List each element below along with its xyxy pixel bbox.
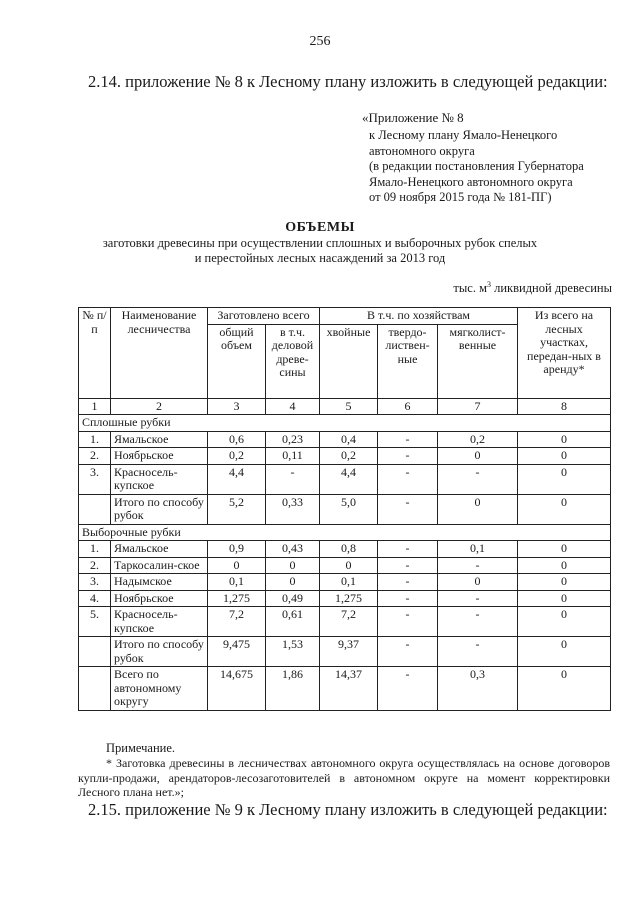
cell-business: 0,23 [266, 431, 320, 448]
cell-business: 1,53 [266, 637, 320, 667]
document-subtitle [0, 236, 640, 266]
table-row [79, 448, 611, 465]
document-title: ОБЪЕМЫ [285, 220, 355, 235]
cell-leased: 0 [518, 464, 611, 494]
cell-hardwood: - [378, 494, 438, 524]
appendix-title: «Приложение № 8 [362, 110, 464, 125]
cell-leased: 0 [518, 590, 611, 607]
cell-business: 0 [266, 557, 320, 574]
appendix-reference [369, 128, 584, 206]
page-number: 256 [309, 34, 331, 49]
header-hardwood: твердо-листвен-ные [378, 324, 438, 398]
cell-coniferous: 7,2 [320, 607, 378, 637]
cell-total: 0 [208, 557, 266, 574]
cell-num: 3. [79, 574, 111, 591]
note-label: Примечание. [106, 741, 176, 755]
cell-leased: 0 [518, 637, 611, 667]
section-row [79, 415, 611, 432]
cell-softwood: - [438, 464, 518, 494]
header-harvested-total: Заготовлено всего [208, 308, 320, 325]
cell-hardwood: - [378, 574, 438, 591]
cell-leased: 0 [518, 557, 611, 574]
subtitle-line: и перестойных лесных насаждений за 2013 год [194, 251, 446, 265]
column-number: 5 [320, 398, 378, 415]
cell-softwood: 0 [438, 494, 518, 524]
cell-total: 7,2 [208, 607, 266, 637]
subtitle-line: заготовки древесины при осуществлении сплошных и выборочных рубок спелых [102, 236, 538, 250]
cell-leased: 0 [518, 574, 611, 591]
cell-name: Итого по способу рубок [111, 494, 208, 524]
cell-name: Ноябрьское [111, 448, 208, 465]
amendment-heading: 2.14. приложение № 8 к Лесному плану изложить в следующей редакции: [88, 72, 608, 91]
column-number: 4 [266, 398, 320, 415]
table-row [79, 607, 611, 637]
note-text: * Заготовка древесины в лесничествах автономного округа осуществлялась на основе договоров купли-продажи, арендаторов-лесозаготовителей в автономном округе на момент корректировки Лесного плана нет.»; [78, 756, 610, 799]
table-row [79, 637, 611, 667]
table-row [79, 590, 611, 607]
cell-name: Ямальское [111, 431, 208, 448]
cell-total: 1,275 [208, 590, 266, 607]
cell-business: 0,49 [266, 590, 320, 607]
cell-hardwood: - [378, 667, 438, 711]
appendix-line: к Лесному плану Ямало-Ненецкого [369, 128, 558, 142]
cell-total: 4,4 [208, 464, 266, 494]
cell-name: Итого по способу рубок [111, 637, 208, 667]
cell-num: 4. [79, 590, 111, 607]
cell-coniferous: 0,2 [320, 448, 378, 465]
cell-business: - [266, 464, 320, 494]
section-title: Сплошные рубки [79, 415, 611, 432]
cell-leased: 0 [518, 607, 611, 637]
cell-total: 9,475 [208, 637, 266, 667]
cell-business: 0 [266, 574, 320, 591]
cell-coniferous: 0,4 [320, 431, 378, 448]
cell-leased: 0 [518, 431, 611, 448]
column-number: 8 [518, 398, 611, 415]
table-row [79, 574, 611, 591]
cell-leased: 0 [518, 448, 611, 465]
cell-coniferous: 14,37 [320, 667, 378, 711]
column-number: 1 [79, 398, 111, 415]
cell-leased: 0 [518, 667, 611, 711]
appendix-line: автономного округа [369, 143, 475, 158]
appendix-line: (в редакции постановления Губернатора [369, 159, 584, 173]
cell-softwood: 0,3 [438, 667, 518, 711]
cell-num: 2. [79, 557, 111, 574]
cell-num [79, 637, 111, 667]
cell-num [79, 494, 111, 524]
cell-total: 0,1 [208, 574, 266, 591]
cell-name: Надымское [111, 574, 208, 591]
header-leased: Из всего на лесных участках, передан-ных в аренду* [518, 308, 611, 399]
table-row [79, 431, 611, 448]
header-total-volume: общий объем [208, 324, 266, 398]
cell-softwood: - [438, 637, 518, 667]
column-number: 7 [438, 398, 518, 415]
cell-coniferous: 1,275 [320, 590, 378, 607]
cell-name: Таркосалин-ское [111, 557, 208, 574]
table-row [79, 494, 611, 524]
appendix-line: от 09 ноября 2015 года № 181-ПГ) [369, 190, 552, 204]
cell-num: 3. [79, 464, 111, 494]
grand-total-row [79, 667, 611, 711]
cell-business: 1,86 [266, 667, 320, 711]
header-name: Наименование лесничества [111, 308, 208, 399]
cell-softwood: 0,1 [438, 541, 518, 558]
cell-hardwood: - [378, 637, 438, 667]
cell-leased: 0 [518, 494, 611, 524]
cell-name: Красносель-купское [111, 464, 208, 494]
column-number: 2 [111, 398, 208, 415]
header-by-farms: В т.ч. по хозяйствам [320, 308, 518, 325]
cell-total: 14,675 [208, 667, 266, 711]
cell-num: 5. [79, 607, 111, 637]
column-number-row [79, 398, 611, 415]
cell-business: 0,61 [266, 607, 320, 637]
cell-name: Ямальское [111, 541, 208, 558]
header-softwood: мягколист-венные [438, 324, 518, 398]
cell-num: 1. [79, 431, 111, 448]
cell-business: 0,11 [266, 448, 320, 465]
section-title: Выборочные рубки [79, 524, 611, 541]
cell-business: 0,43 [266, 541, 320, 558]
header-num: № п/п [79, 308, 111, 399]
cell-coniferous: 0,1 [320, 574, 378, 591]
cell-softwood: 0 [438, 574, 518, 591]
table-row [79, 557, 611, 574]
cell-coniferous: 9,37 [320, 637, 378, 667]
cell-softwood: - [438, 607, 518, 637]
cell-total: 5,2 [208, 494, 266, 524]
header-coniferous: хвойные [320, 324, 378, 398]
units-label: тыс. $м^3$ ликвидной древесины [453, 280, 612, 296]
cell-num: 1. [79, 541, 111, 558]
cell-name: Красносель-купское [111, 607, 208, 637]
next-amendment-heading: 2.15. приложение № 9 к Лесному плану изложить в следующей редакции: [88, 800, 608, 819]
cell-hardwood: - [378, 464, 438, 494]
cell-hardwood: - [378, 431, 438, 448]
section-row [79, 524, 611, 541]
cell-total: 0,2 [208, 448, 266, 465]
cell-hardwood: - [378, 607, 438, 637]
cell-hardwood: - [378, 448, 438, 465]
cell-coniferous: 0 [320, 557, 378, 574]
cell-coniferous: 5,0 [320, 494, 378, 524]
cell-softwood: 0,2 [438, 431, 518, 448]
header-business: в т.ч. деловой древе-сины [266, 324, 320, 398]
table-row [79, 464, 611, 494]
cell-num: 2. [79, 448, 111, 465]
table-row [79, 541, 611, 558]
cell-total: 0,9 [208, 541, 266, 558]
cell-total: 0,6 [208, 431, 266, 448]
cell-name: Ноябрьское [111, 590, 208, 607]
cell-name: Всего по автономному округу [111, 667, 208, 711]
cell-coniferous: 4,4 [320, 464, 378, 494]
column-number: 3 [208, 398, 266, 415]
cell-hardwood: - [378, 590, 438, 607]
cell-coniferous: 0,8 [320, 541, 378, 558]
cell-softwood: - [438, 590, 518, 607]
appendix-line: Ямало-Ненецкого автономного округа [369, 174, 573, 189]
cell-hardwood: - [378, 557, 438, 574]
cell-softwood: 0 [438, 448, 518, 465]
cell-softwood: - [438, 557, 518, 574]
column-number: 6 [378, 398, 438, 415]
cell-hardwood: - [378, 541, 438, 558]
cell-num [79, 667, 111, 711]
cell-business: 0,33 [266, 494, 320, 524]
harvest-volume-table [78, 307, 611, 711]
cell-leased: 0 [518, 541, 611, 558]
